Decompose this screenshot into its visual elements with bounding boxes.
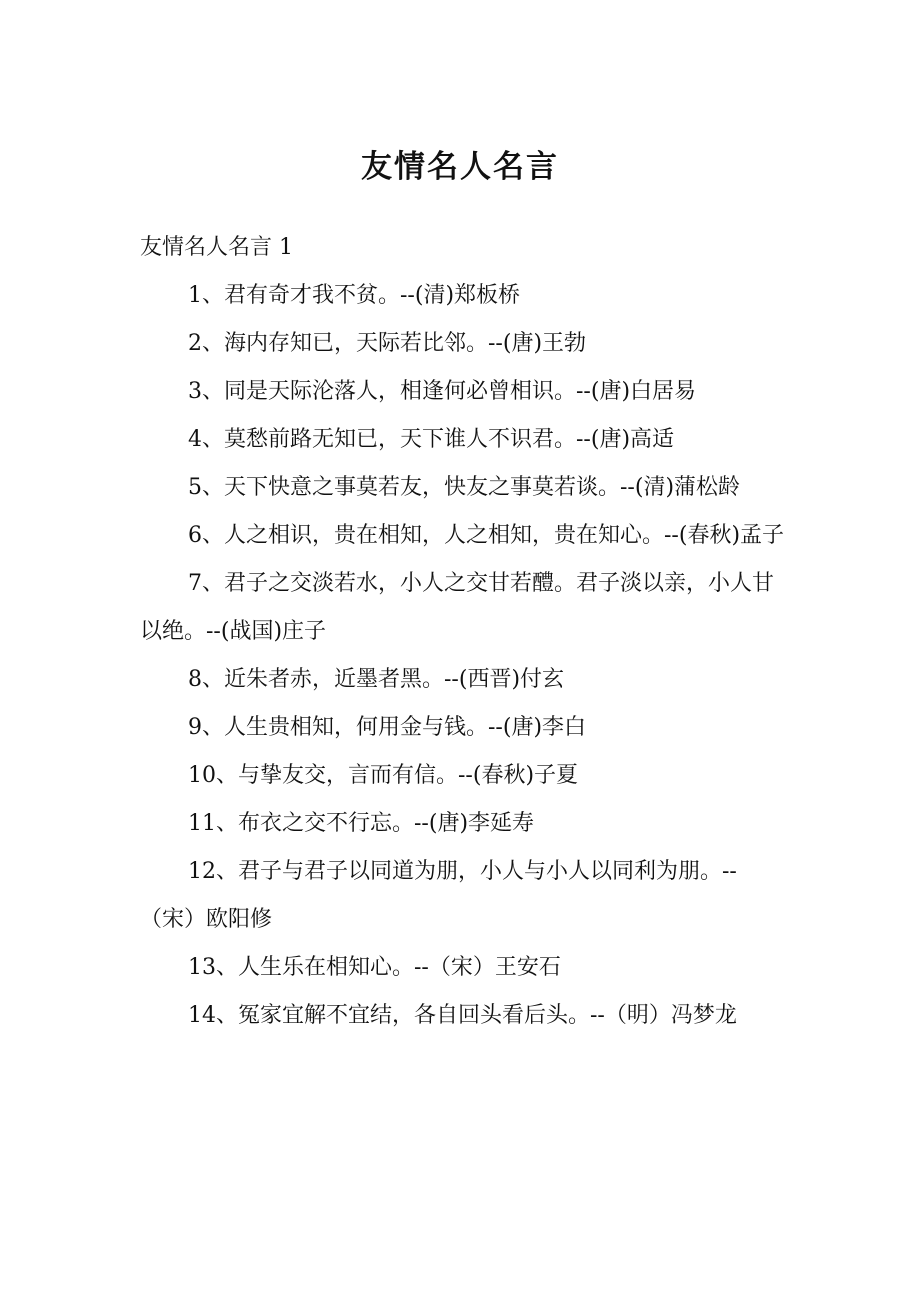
quote-item-4: 4、莫愁前路无知已，天下谁人不识君。--(唐)高适 xyxy=(188,427,675,452)
quote-item-2: 2、海内存知已，天际若比邻。--(唐)王勃 xyxy=(188,331,587,356)
quote-item-7: 7、君子之交淡若水，小人之交甘若醴。君子淡以亲，小人甘以绝。--(战国)庄子 xyxy=(140,571,774,644)
page-title: 友情名人名言 xyxy=(361,149,559,185)
quote-item-3: 3、同是天际沦落人，相逢何必曾相识。--(唐)白居易 xyxy=(188,379,697,404)
quote-item-12: 12、君子与君子以同道为朋，小人与小人以同利为朋。--（宋）欧阳修 xyxy=(140,859,737,932)
quote-item-6: 6、人之相识，贵在相知，人之相知，贵在知心。--(春秋)孟子 xyxy=(188,523,785,548)
quote-item-5: 5、天下快意之事莫若友，快友之事莫若谈。--(清)蒲松龄 xyxy=(188,475,741,500)
document-body xyxy=(140,224,790,1040)
quote-item-9: 9、人生贵相知，何用金与钱。--(唐)李白 xyxy=(188,715,587,740)
quote-item-10: 10、与挚友交，言而有信。--(春秋)子夏 xyxy=(188,763,579,788)
section-heading: 友情名人名言 1 xyxy=(140,235,293,260)
quote-item-14: 14、冤家宜解不宜结，各自回头看后头。--（明）冯梦龙 xyxy=(188,1003,737,1028)
quote-item-11: 11、布衣之交不行忘。--(唐)李延寿 xyxy=(188,811,535,836)
quote-item-1: 1、君有奇才我不贫。--(清)郑板桥 xyxy=(188,283,521,308)
quote-item-13: 13、人生乐在相知心。--（宋）王安石 xyxy=(188,955,561,980)
quote-item-8: 8、近朱者赤，近墨者黑。--(西晋)付玄 xyxy=(188,667,565,692)
